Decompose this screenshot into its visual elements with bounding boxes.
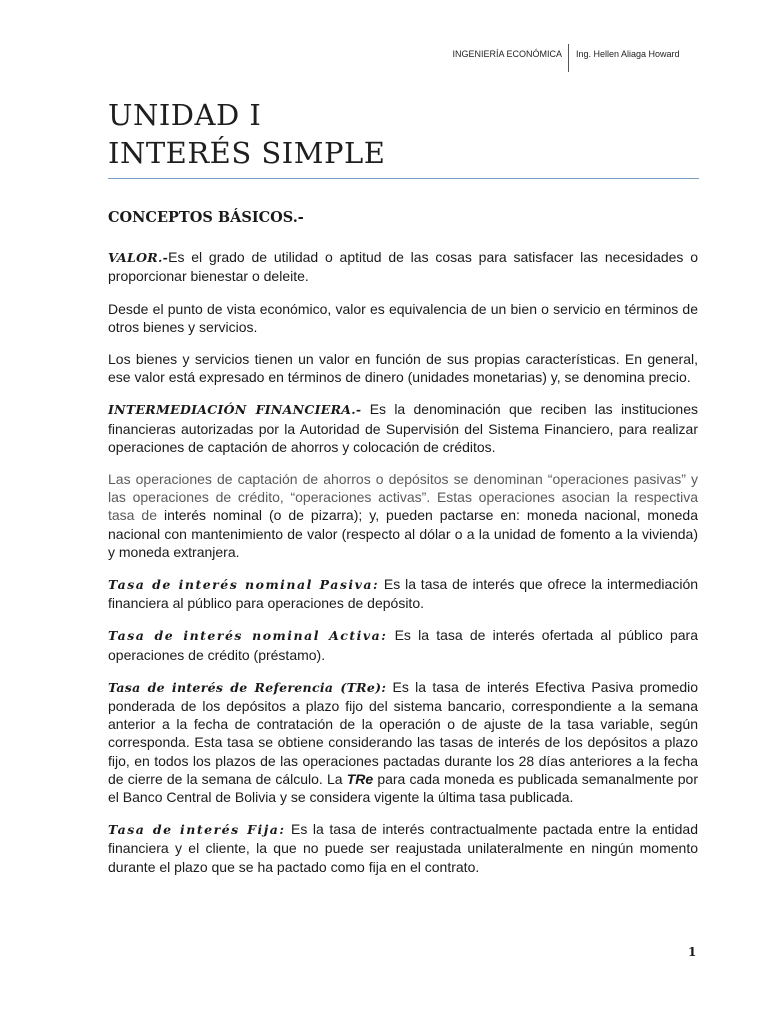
tre-abbreviation: TRe [346, 770, 374, 787]
page-number: 1 [688, 945, 697, 959]
header-author: Ing. Hellen Aliaga Howard [576, 49, 680, 59]
paragraph-tasa-activa [108, 626, 698, 663]
paragraph-intermediacion [108, 400, 698, 456]
paragraph-tasa-referencia [108, 678, 698, 806]
tasa-activa-definition: Es la tasa de interés ofertada al público para operaciones de crédito (préstamo). [108, 627, 699, 663]
term-tasa-pasiva: Tasa de interés nominal Pasiva: [108, 577, 380, 593]
paragraph-operaciones [108, 470, 698, 561]
tasa-pasiva-definition: Es la tasa de interés que ofrece la intermediación financiera al público para operaciones de depósito. [108, 576, 699, 612]
intermediacion-definition: Es la denominación que reciben las instituciones financieras autorizadas por la Autoridad de Supervisión del Sistema Financiero, para realizar operaciones de captación de ahorros y colocación de créditos. [108, 401, 698, 455]
term-tasa-activa: Tasa de interés nominal Activa: [108, 628, 388, 644]
paragraph-tasa-pasiva [108, 575, 698, 612]
paragraph-valor-economic: Desde el punto de vista económico, valor es equivalencia de un bien o servicio en términos de otros bienes y servicios. [108, 300, 698, 335]
operaciones-text: interés nominal (o de pizarra); y, pueden pactarse en: moneda nacional, moneda nacional con mantenimiento de valor (respecto al dólar o a la unidad de fomento a la vivienda) y moneda extranjera. [108, 507, 698, 560]
paragraph-valor [108, 248, 698, 285]
header-course: INGENIERÍA ECONÓMICA [452, 49, 562, 59]
title-rule [108, 178, 699, 179]
title-topic: INTERÉS SIMPLE [108, 136, 386, 170]
document-title [108, 96, 700, 172]
tasa-fija-definition: Es la tasa de interés contractualmente pactada entre la entidad financiera y el cliente, la que no puede ser reajustada unilateralmente en ningún momento durante el plazo que se ha pactado como fija en el contrato. [108, 821, 698, 875]
page-header [0, 44, 768, 72]
document-body [108, 209, 698, 890]
paragraph-valor-price: Los bienes y servicios tienen un valor en función de sus propias características. En general, ese valor está expresado en términos de dinero (unidades monetarias) y, se denomina precio. [108, 351, 698, 386]
operaciones-text-light: Las operaciones de captación de ahorros o depósitos se denominan “operaciones pasivas” y las operaciones de crédito, “operaciones activas”. Estas operaciones asocian la respectiva tasa de [108, 471, 698, 524]
title-unit: UNIDAD I [108, 98, 262, 132]
term-valor: VALOR.- [108, 250, 169, 266]
tasa-referencia-publication: para cada moneda es publicada semanalmente por el Banco Central de Bolivia y se considera vigente la última tasa publicada. [108, 770, 698, 806]
valor-definition: Es el grado de utilidad o aptitud de las cosas para satisfacer las necesidades o proporcionar bienestar o deleite. [108, 249, 698, 285]
term-intermediacion: INTERMEDIACIÓN FINANCIERA.- [108, 402, 362, 418]
paragraph-tasa-fija [108, 820, 698, 876]
term-tasa-referencia: Tasa de interés de Referencia (TRe): [108, 679, 387, 695]
term-tasa-fija: Tasa de interés Fija: [108, 822, 286, 838]
header-divider [568, 44, 569, 72]
tasa-referencia-definition: Es la tasa de interés Efectiva Pasiva promedio ponderada de los depósitos a plazo fijo del sistema bancario, correspondiente a la semana anterior a la fecha de contratación de la operación o de ajuste de la tasa variable, según corresponda. Esta tasa se obtiene considerando las tasas de interés de los depósitos a plazo fijo, en todos los plazos de las operaciones pactadas durante los 28 días anteriores a la fecha de cierre de la semana de cálculo. La [108, 678, 699, 787]
section-heading: CONCEPTOS BÁSICOS.- [108, 209, 304, 226]
